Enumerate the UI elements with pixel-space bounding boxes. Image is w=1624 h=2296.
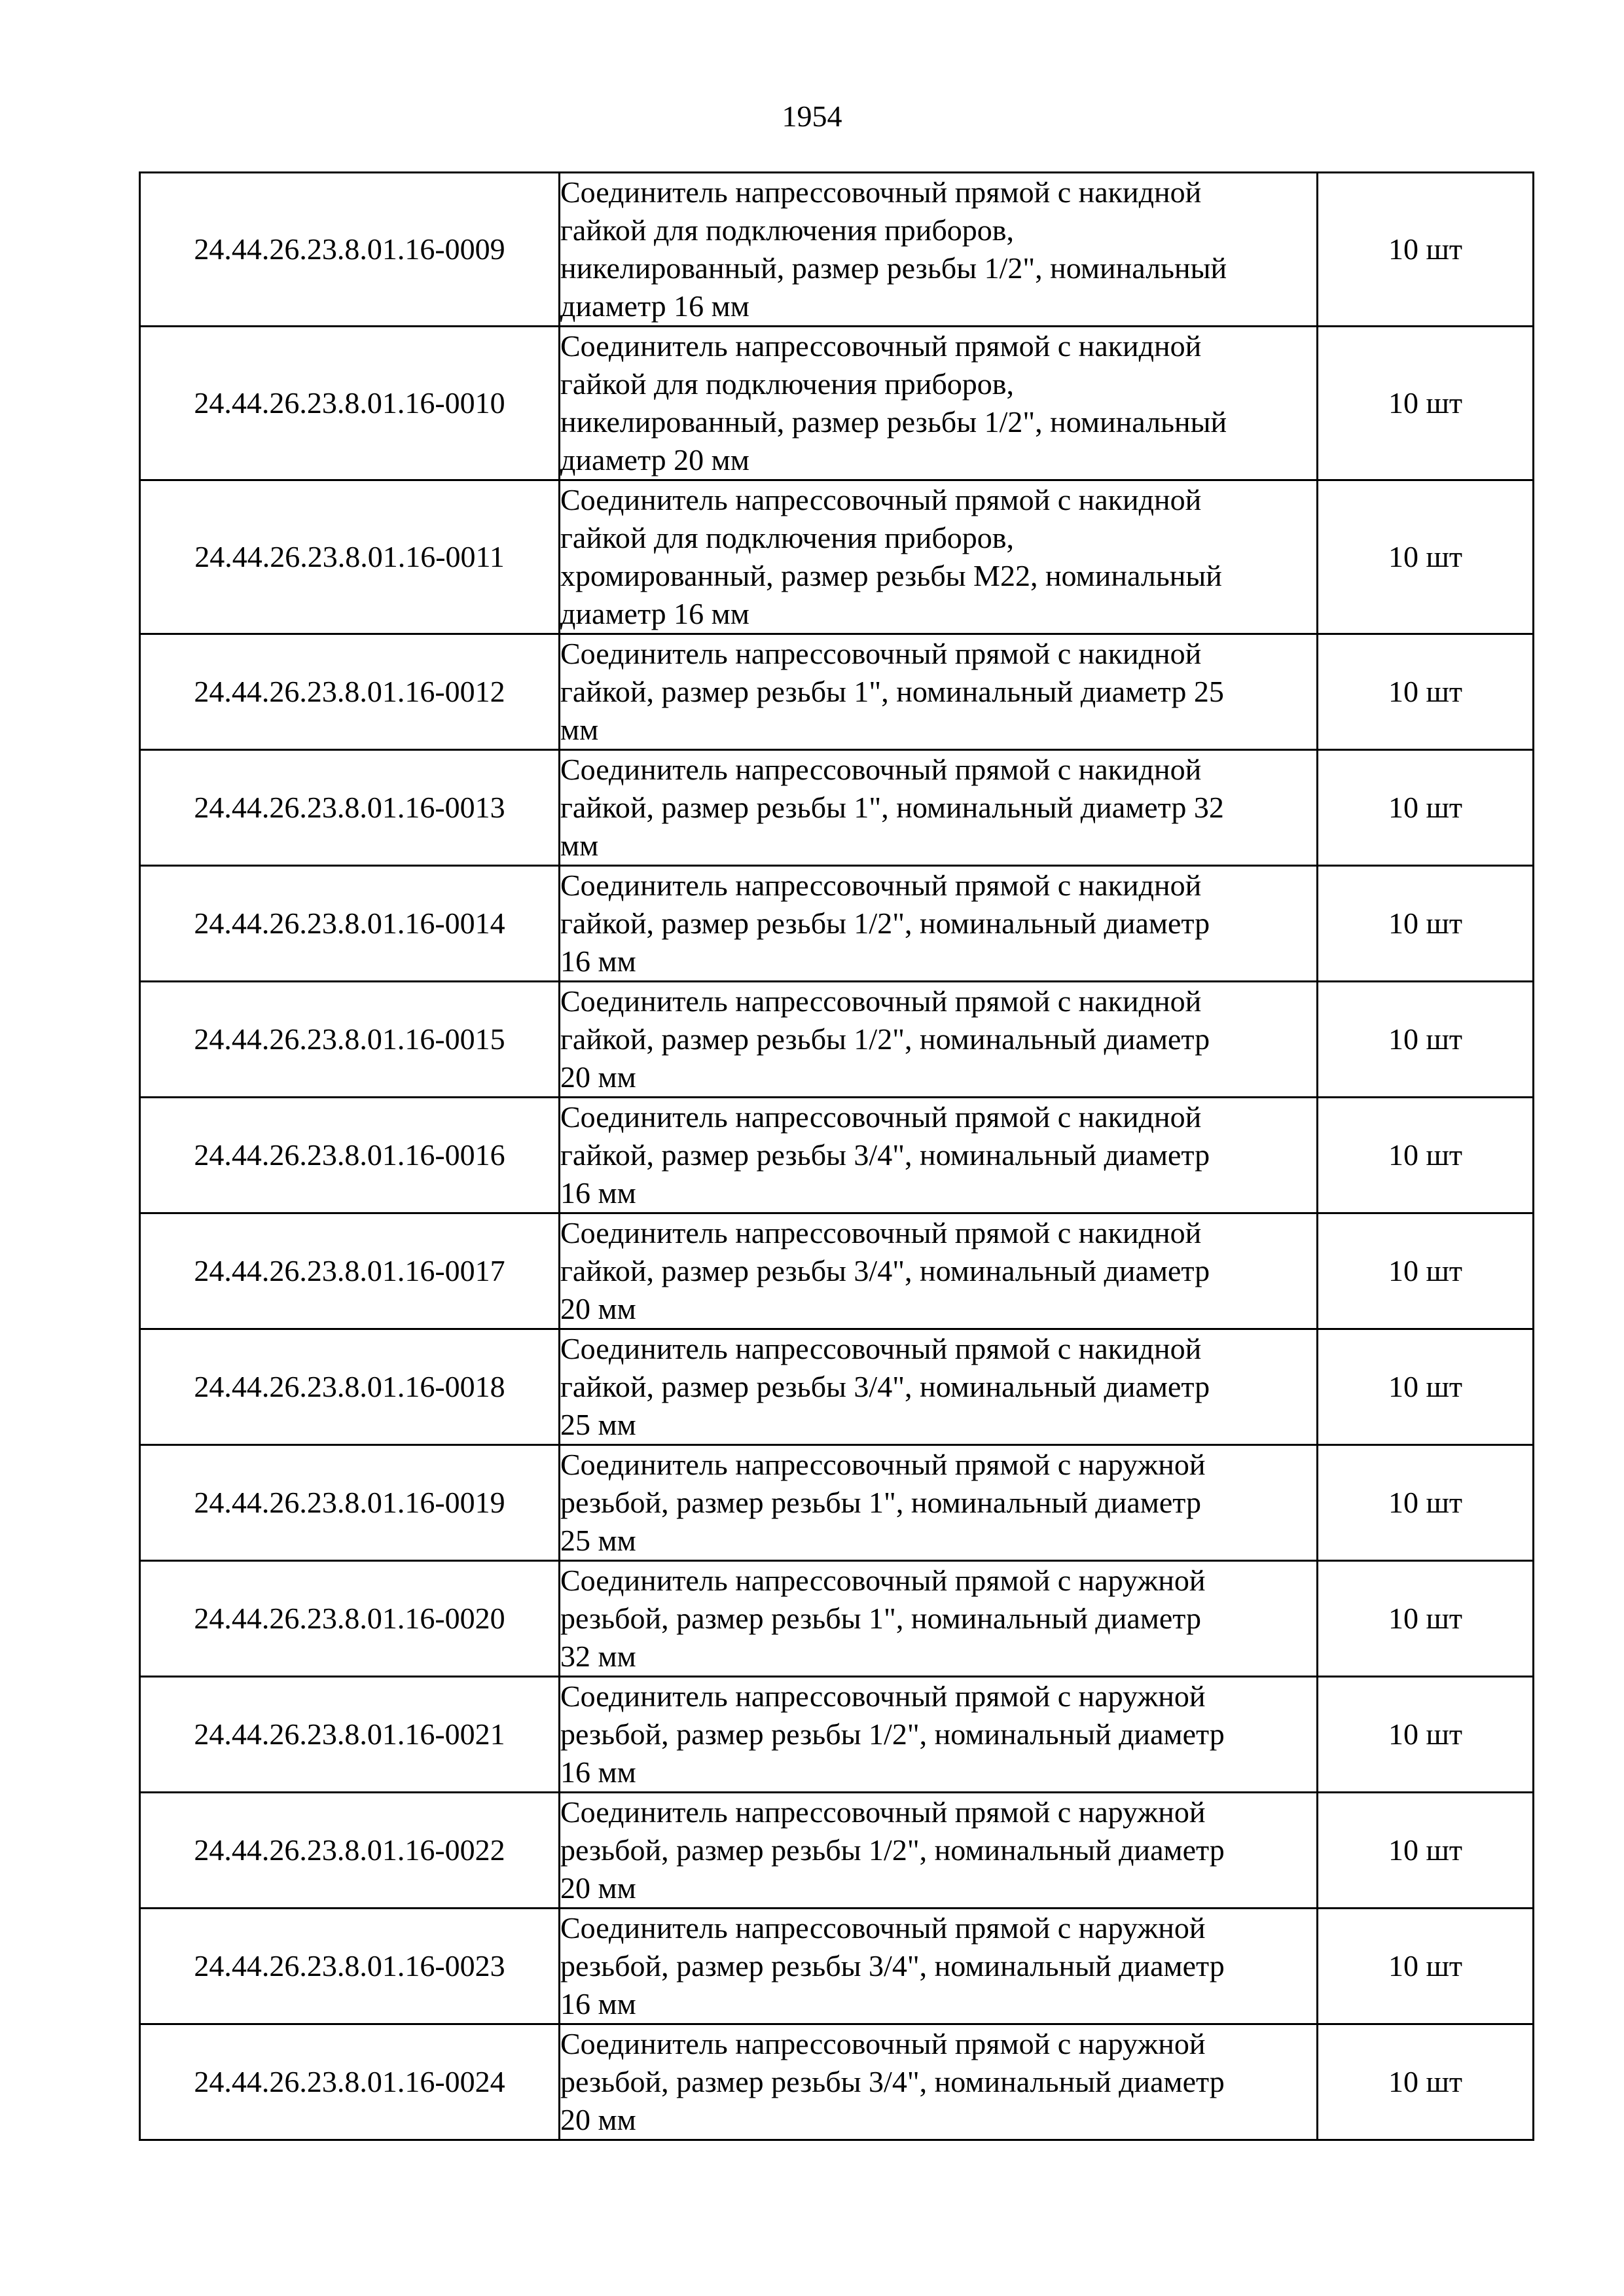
description-line: 25 мм <box>560 1408 636 1441</box>
table-row <box>140 1909 1534 2024</box>
table-row <box>140 480 1534 634</box>
description-line: Соединитель напрессовочный прямой с наружной <box>560 1448 1206 1481</box>
description-line: Соединитель напрессовочный прямой с накидной <box>560 753 1202 786</box>
item-code: 24.44.26.23.8.01.16-0016 <box>140 1098 560 1213</box>
description-line: Соединитель напрессовочный прямой с наружной <box>560 1911 1206 1945</box>
description-line: Соединитель напрессовочный прямой с наружной <box>560 1564 1206 1597</box>
description-line: гайкой, размер резьбы 3/4", номинальный диаметр <box>560 1370 1210 1403</box>
description-line: резьбой, размер резьбы 1/2", номинальный диаметр <box>560 1833 1225 1867</box>
item-description <box>560 866 1318 982</box>
specification-table <box>139 171 1534 2141</box>
description-line: 20 мм <box>560 1871 636 1905</box>
item-description <box>560 2024 1318 2140</box>
item-description <box>560 1445 1318 1561</box>
description-line: Соединитель напрессовочный прямой с наружной <box>560 1795 1206 1829</box>
item-description <box>560 1213 1318 1329</box>
description-line: 20 мм <box>560 2103 636 2136</box>
description-line: Соединитель напрессовочный прямой с накидной <box>560 984 1202 1018</box>
table-row <box>140 1445 1534 1561</box>
item-code: 24.44.26.23.8.01.16-0021 <box>140 1677 560 1793</box>
item-description <box>560 982 1318 1098</box>
description-line: Соединитель напрессовочный прямой с накидной <box>560 483 1202 516</box>
item-quantity: 10 шт <box>1318 173 1534 327</box>
item-code: 24.44.26.23.8.01.16-0022 <box>140 1793 560 1909</box>
table-row <box>140 1098 1534 1213</box>
description-line: 16 мм <box>560 944 636 978</box>
item-quantity: 10 шт <box>1318 1445 1534 1561</box>
description-line: Соединитель напрессовочный прямой с наружной <box>560 1679 1206 1713</box>
item-description <box>560 173 1318 327</box>
description-line: гайкой, размер резьбы 1/2", номинальный диаметр <box>560 906 1210 940</box>
item-quantity: 10 шт <box>1318 327 1534 480</box>
item-quantity: 10 шт <box>1318 866 1534 982</box>
description-line: гайкой, размер резьбы 3/4", номинальный диаметр <box>560 1138 1210 1172</box>
item-quantity: 10 шт <box>1318 750 1534 866</box>
item-code: 24.44.26.23.8.01.16-0015 <box>140 982 560 1098</box>
description-line: резьбой, размер резьбы 3/4", номинальный диаметр <box>560 2065 1225 2098</box>
description-line: мм <box>560 713 599 746</box>
item-code: 24.44.26.23.8.01.16-0014 <box>140 866 560 982</box>
item-code: 24.44.26.23.8.01.16-0013 <box>140 750 560 866</box>
description-line: Соединитель напрессовочный прямой с накидной <box>560 329 1202 363</box>
item-code: 24.44.26.23.8.01.16-0018 <box>140 1329 560 1445</box>
description-line: 16 мм <box>560 1176 636 1210</box>
item-description <box>560 1329 1318 1445</box>
description-line: Соединитель напрессовочный прямой с накидной <box>560 869 1202 902</box>
description-line: диаметр 16 мм <box>560 597 749 630</box>
page-number: 1954 <box>782 99 842 133</box>
description-line: 20 мм <box>560 1292 636 1325</box>
description-line: 16 мм <box>560 1755 636 1789</box>
description-line: гайкой, размер резьбы 3/4", номинальный диаметр <box>560 1254 1210 1287</box>
description-line: 32 мм <box>560 1640 636 1673</box>
specification-table-body <box>140 173 1534 2140</box>
description-line: резьбой, размер резьбы 1", номинальный диаметр <box>560 1602 1201 1635</box>
item-quantity: 10 шт <box>1318 1213 1534 1329</box>
description-line: никелированный, размер резьбы 1/2", номинальный <box>560 251 1227 285</box>
item-description <box>560 480 1318 634</box>
item-description <box>560 1909 1318 2024</box>
table-row <box>140 1329 1534 1445</box>
description-line: 16 мм <box>560 1987 636 2020</box>
item-code: 24.44.26.23.8.01.16-0011 <box>140 480 560 634</box>
table-row <box>140 1677 1534 1793</box>
item-description <box>560 750 1318 866</box>
description-line: гайкой для подключения приборов, <box>560 367 1014 401</box>
item-quantity: 10 шт <box>1318 982 1534 1098</box>
table-row <box>140 2024 1534 2140</box>
description-line: резьбой, размер резьбы 1/2", номинальный диаметр <box>560 1717 1225 1751</box>
description-line: гайкой для подключения приборов, <box>560 521 1014 554</box>
description-line: гайкой для подключения приборов, <box>560 213 1014 247</box>
description-line: Соединитель напрессовочный прямой с накидной <box>560 175 1202 209</box>
description-line: диаметр 20 мм <box>560 443 749 476</box>
description-line: резьбой, размер резьбы 3/4", номинальный диаметр <box>560 1949 1225 1982</box>
item-description <box>560 1677 1318 1793</box>
item-quantity: 10 шт <box>1318 1677 1534 1793</box>
description-line: никелированный, размер резьбы 1/2", номинальный <box>560 405 1227 439</box>
item-code: 24.44.26.23.8.01.16-0009 <box>140 173 560 327</box>
description-line: гайкой, размер резьбы 1/2", номинальный диаметр <box>560 1022 1210 1056</box>
item-quantity: 10 шт <box>1318 1793 1534 1909</box>
item-quantity: 10 шт <box>1318 634 1534 750</box>
table-row <box>140 173 1534 327</box>
table-row <box>140 982 1534 1098</box>
item-code: 24.44.26.23.8.01.16-0024 <box>140 2024 560 2140</box>
item-quantity: 10 шт <box>1318 1561 1534 1677</box>
item-code: 24.44.26.23.8.01.16-0017 <box>140 1213 560 1329</box>
table-row <box>140 1561 1534 1677</box>
table-row <box>140 327 1534 480</box>
item-quantity: 10 шт <box>1318 480 1534 634</box>
table-row <box>140 866 1534 982</box>
description-line: Соединитель напрессовочный прямой с накидной <box>560 1216 1202 1249</box>
description-line: Соединитель напрессовочный прямой с накидной <box>560 637 1202 670</box>
item-quantity: 10 шт <box>1318 1329 1534 1445</box>
table-row <box>140 1793 1534 1909</box>
item-description <box>560 1561 1318 1677</box>
description-line: мм <box>560 829 599 862</box>
item-code: 24.44.26.23.8.01.16-0019 <box>140 1445 560 1561</box>
item-quantity: 10 шт <box>1318 1098 1534 1213</box>
item-quantity: 10 шт <box>1318 1909 1534 2024</box>
item-description <box>560 1793 1318 1909</box>
table-row <box>140 1213 1534 1329</box>
item-description <box>560 634 1318 750</box>
item-description <box>560 327 1318 480</box>
item-description <box>560 1098 1318 1213</box>
description-line: резьбой, размер резьбы 1", номинальный диаметр <box>560 1486 1201 1519</box>
description-line: гайкой, размер резьбы 1", номинальный диаметр 25 <box>560 675 1224 708</box>
item-code: 24.44.26.23.8.01.16-0012 <box>140 634 560 750</box>
item-code: 24.44.26.23.8.01.16-0020 <box>140 1561 560 1677</box>
item-quantity: 10 шт <box>1318 2024 1534 2140</box>
description-line: Соединитель напрессовочный прямой с накидной <box>560 1332 1202 1365</box>
table-row <box>140 634 1534 750</box>
description-line: 20 мм <box>560 1060 636 1094</box>
description-line: хромированный, размер резьбы М22, номинальный <box>560 559 1222 592</box>
description-line: 25 мм <box>560 1524 636 1557</box>
item-code: 24.44.26.23.8.01.16-0010 <box>140 327 560 480</box>
description-line: диаметр 16 мм <box>560 289 749 323</box>
description-line: Соединитель напрессовочный прямой с накидной <box>560 1100 1202 1134</box>
table-row <box>140 750 1534 866</box>
description-line: Соединитель напрессовочный прямой с наружной <box>560 2027 1206 2060</box>
description-line: гайкой, размер резьбы 1", номинальный диаметр 32 <box>560 791 1224 824</box>
item-code: 24.44.26.23.8.01.16-0023 <box>140 1909 560 2024</box>
